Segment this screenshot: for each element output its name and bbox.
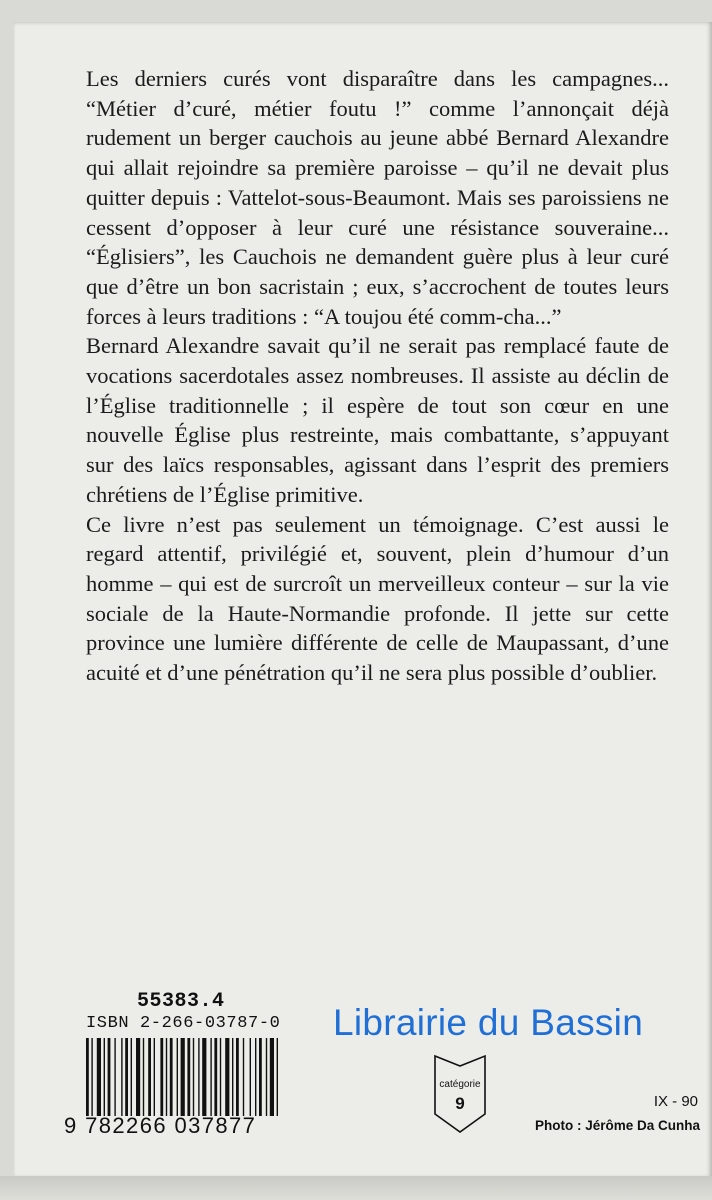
barcode-bar bbox=[108, 1038, 111, 1116]
barcode-bar bbox=[177, 1038, 178, 1116]
barcode-bar bbox=[202, 1038, 206, 1116]
barcode-bar bbox=[270, 1038, 274, 1116]
barcode-bar bbox=[181, 1038, 185, 1116]
blurb-paragraph-2: Bernard Alexandre savait qu’il ne serait pas remplacé faute de vocations sacerdotales assez nombreuses. Il assiste au déclin de l’Église traditionnelle ; il espère de tout son cœur en une nouvelle Église plus restreinte, mais combattante, s’appuyant sur des laïcs responsables, agissant dans l’esprit des premiers chrétiens de l’Église primitive. bbox=[86, 333, 669, 507]
barcode-bar bbox=[86, 1038, 89, 1116]
barcode-bar bbox=[170, 1038, 173, 1116]
product-code: 55383.4 bbox=[137, 990, 225, 1013]
background-shadow bbox=[0, 1176, 712, 1200]
barcode-bar bbox=[193, 1038, 194, 1116]
barcode-bar bbox=[277, 1038, 278, 1116]
barcode-bar bbox=[225, 1038, 229, 1116]
barcode-bar bbox=[121, 1038, 122, 1116]
barcode-bar bbox=[125, 1038, 128, 1116]
barcode-bar bbox=[97, 1038, 101, 1116]
barcode-bar bbox=[220, 1038, 221, 1116]
barcode-bar bbox=[91, 1038, 92, 1116]
barcode-bar bbox=[143, 1038, 144, 1116]
photo-credit: Photo : Jérôme Da Cunha bbox=[534, 1118, 700, 1133]
barcode-bar bbox=[136, 1038, 140, 1116]
barcode-bar bbox=[255, 1038, 256, 1116]
barcode-bar bbox=[187, 1038, 190, 1116]
blurb-text bbox=[86, 64, 669, 688]
barcode-bar bbox=[148, 1038, 151, 1116]
blurb-paragraph-1: Les derniers curés vont disparaître dans les campagnes... “Métier d’curé, métier foutu !” comme l’annonçait déjà rudement un berger cauchois au jeune abbé Bernard Alexandre qui allait rejoindre sa première paroisse – qu’il ne devait plus quitter depuis : Vattelot-sous-Beaumont. Mais ses paroissiens ne cessent d’opposer à leur curé une résistance souveraine... “Églisiers”, les Cauchois ne demandent guère plus à leur curé que d’être un bon sacristain ; eux, s’accrochent de toutes leurs forces à leurs traditions : “A toujou été comm-cha...” bbox=[86, 66, 669, 329]
barcode-bar bbox=[214, 1038, 217, 1116]
barcode-bar bbox=[104, 1038, 105, 1116]
barcode-bar bbox=[166, 1038, 167, 1116]
isbn-number: ISBN 2-266-03787-0 bbox=[86, 1014, 281, 1033]
barcode-bar bbox=[154, 1038, 155, 1116]
bookshop-stamp: Librairie du Bassin bbox=[333, 1002, 644, 1043]
barcode-bar bbox=[266, 1038, 267, 1116]
category-number: 9 bbox=[455, 1094, 465, 1113]
barcode-bar bbox=[250, 1038, 251, 1116]
barcode-bar bbox=[160, 1038, 163, 1116]
barcode-bar bbox=[236, 1038, 239, 1116]
barcode-bar bbox=[131, 1038, 132, 1116]
barcode-bar bbox=[198, 1038, 199, 1116]
barcode-digits: 9 782266 037877 bbox=[64, 1113, 257, 1138]
barcode-bar bbox=[114, 1038, 115, 1116]
barcode-bar bbox=[232, 1038, 233, 1116]
barcode-bar bbox=[259, 1038, 262, 1116]
blurb-paragraph-3: Ce livre n’est pas seulement un témoignage. C’est aussi le regard attentif, privilégié et, souvent, plein d’humour d’un homme – qui est de surcroît un merveilleux conteur – sur la vie sociale de la Haute-Normandie profonde. Il jette sur cette province une lumière différente de celle de Maupassant, d’une acuité et d’une pénétration qu’il ne sera plus possible d’oublier. bbox=[86, 511, 669, 686]
category-label: catégorie bbox=[439, 1079, 481, 1090]
edition-code: IX - 90 bbox=[653, 1093, 698, 1110]
barcode-bar bbox=[210, 1038, 211, 1116]
barcode-bar bbox=[243, 1038, 244, 1116]
